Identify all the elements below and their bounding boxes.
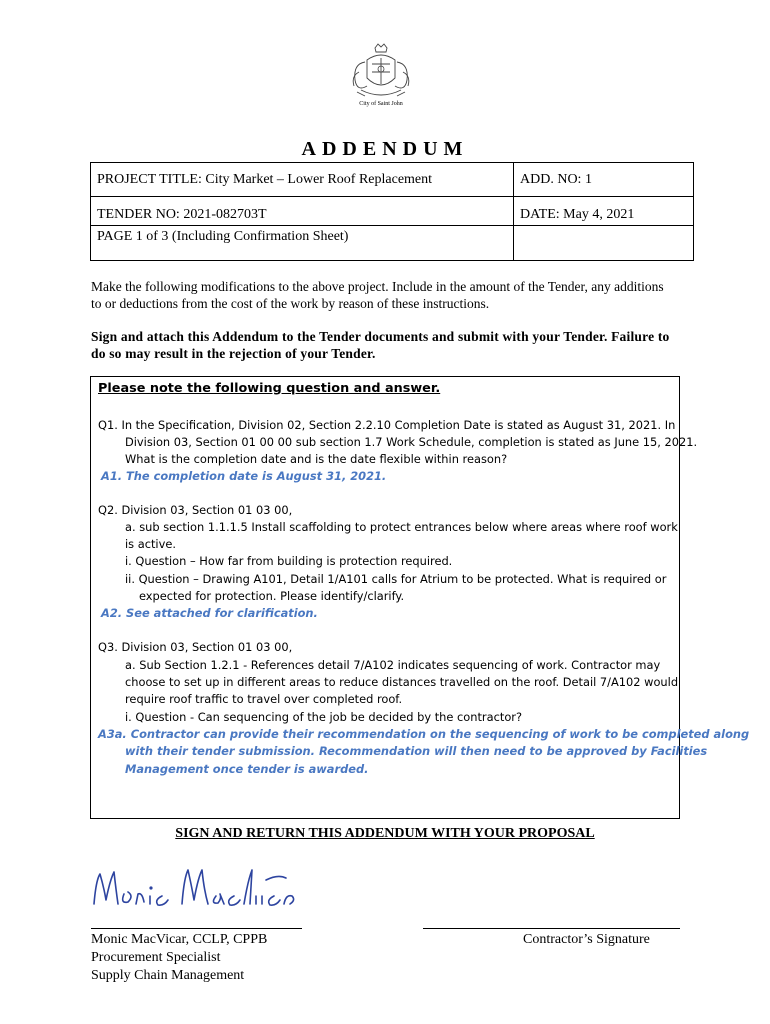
q3-line: require roof traffic to travel over completed roof. [125,692,403,706]
q2-line: a. sub section 1.1.1.5 Install scaffolding to protect entrances below where areas where roof work [125,520,678,534]
instructions-line: do so may result in the rejection of your Tender. [91,346,376,361]
project-title-cell: PROJECT TITLE: City Market – Lower Roof Replacement [91,163,514,197]
q1-line: Division 03, Section 01 00 00 sub section 1.7 Work Schedule, completion is stated as June 15, 2021. [125,435,698,449]
instructions-line: Sign and attach this Addendum to the Tender documents and submit with your Tender. Failure to [91,329,670,344]
contractor-signature-line [423,928,680,929]
handwritten-signature [90,860,300,920]
city-caption: City of Saint John [359,101,403,107]
a1-answer: A1. The completion date is August 31, 2021. [101,469,387,483]
add-no-cell: ADD. NO: 1 [514,163,694,197]
empty-cell [514,225,693,250]
q3-line: choose to set up in different areas to reduce distances travelled on the roof. Detail 7/A102 would [125,675,679,689]
question-answer-box [90,376,750,819]
intro-line: to or deductions from the cost of the work by reason of these instructions. [91,296,490,311]
q3-line: a. Sub Section 1.2.1 - References detail 7/A102 indicates sequencing of work. Contractor may [125,658,661,672]
date: DATE: May 4, 2021 [520,207,635,222]
a3-answer: Management once tender is awarded. [125,762,369,776]
tender-page-cell [91,197,514,261]
project-info-table [90,162,694,261]
q2-line: is active. [125,537,176,551]
signer-name: Monic MacVicar, CCLP, CPPB [91,932,268,947]
issuer-signature-line [91,928,302,929]
a3-answer: with their tender submission. Recommendation will then need to be approved by Facilities [125,744,708,758]
tender-no: TENDER NO: 2021-082703T [97,207,267,222]
a3-answer: A3a. Contractor can provide their recommendation on the sequencing of work to be completed along [98,727,750,741]
q1-line: Q1. In the Specification, Division 02, Section 2.2.10 Completion Date is stated as August 31, 2021. In [98,418,676,432]
intro-paragraph [91,278,693,312]
sign-return-heading: SIGN AND RETURN THIS ADDENDUM WITH YOUR PROPOSAL [175,826,595,841]
signer-title: Procurement Specialist [91,950,221,965]
page-count: PAGE 1 of 3 (Including Confirmation Sheet) [91,225,513,248]
a2-answer: A2. See attached for clarification. [101,606,318,620]
q2-line: ii. Question – Drawing A101, Detail 1/A101 calls for Atrium to be protected. What is required or [125,572,667,586]
q2-line: expected for protection. Please identify/clarify. [139,589,405,603]
q2-line: Q2. Division 03, Section 01 03 00, [98,503,293,517]
signer-department: Supply Chain Management [91,968,245,983]
q3-line: Q3. Division 03, Section 01 03 00, [98,640,293,654]
document-title: ADDENDUM [301,138,469,160]
date-cell [514,197,694,261]
instructions-paragraph [91,328,693,362]
qa-heading: Please note the following question and answer. [98,381,441,396]
q1-line: What is the completion date and is the date flexible within reason? [125,452,508,466]
q3-line: i. Question - Can sequencing of the job be decided by the contractor? [125,710,523,724]
contractor-signature-label: Contractor’s Signature [523,932,650,947]
q2-line: i. Question – How far from building is protection required. [125,554,453,568]
intro-line: Make the following modifications to the above project. Include in the amount of the Tender, any additions [91,279,664,294]
